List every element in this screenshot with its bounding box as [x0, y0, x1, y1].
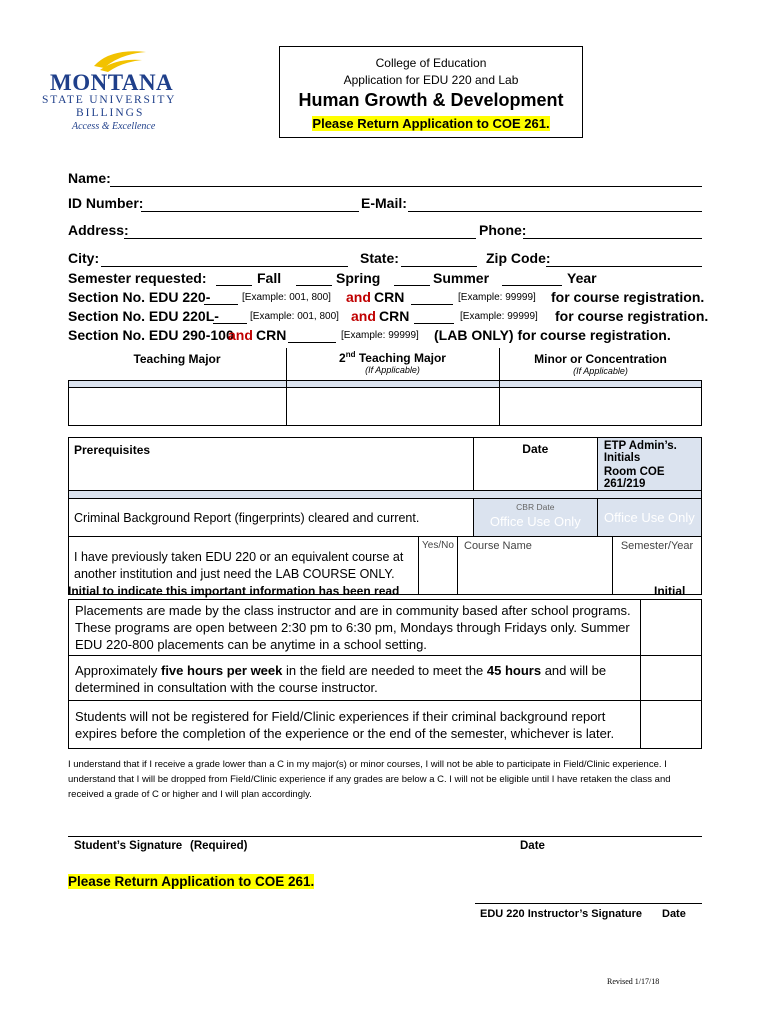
return-note-bottom: Please Return Application to COE 261.	[68, 874, 315, 889]
semester-label: Semester requested:	[68, 270, 207, 286]
header-line1: College of Education	[375, 56, 487, 70]
and-label: and	[346, 289, 371, 305]
section-290-label: Section No. EDU 290-100	[68, 327, 234, 343]
crn-220L-example: [Example: 99999]	[460, 311, 538, 322]
placement-info-cell: Placements are made by the class instructor and are in community based after school programs. These programs are open between 2:30 pm to 6:30 pm, Mondays through Fridays only. Summer EDU 220-800 placements can be anytime in a school setting.	[69, 600, 641, 656]
address-input[interactable]	[124, 238, 476, 239]
year-label: Year	[567, 270, 597, 286]
previously-cell: I have previously taken EDU 220 or an equivalent course at another institution and just need the LAB COURSE ONLY.	[69, 537, 419, 595]
agreement-text: I understand that if I receive a grade lower than a C in my major(s) or minor courses, I will not be able to participate in Field/Clinic experience. I understand that I will be dropped from Field/Clinic experience if any grades are below a C. I will not be eligible until I have retaken the class and received a grade of C or higher and I will plan accordingly.	[68, 759, 671, 800]
section-290-row	[68, 327, 708, 343]
majors-table	[68, 348, 702, 426]
minor-header: Minor or Concentration (If Applicable)	[499, 348, 702, 380]
instructor-date-label: Date	[662, 908, 686, 920]
cbr-date-cell[interactable]: CBR Date Office Use Only	[473, 499, 597, 537]
section-220L-label: Section No. EDU 220L-	[68, 308, 219, 324]
crn-label: CRN	[256, 327, 287, 343]
return-note: Please Return Application to COE 261.	[312, 116, 550, 131]
initials-table	[68, 599, 702, 749]
logo-name: MONTANA	[50, 70, 174, 95]
shade-cell	[286, 380, 499, 387]
name-row	[68, 170, 702, 186]
email-input[interactable]	[408, 211, 702, 212]
initial-input-2[interactable]	[641, 656, 702, 701]
initial-input-3[interactable]	[641, 701, 702, 749]
shade-row	[69, 491, 702, 499]
initials-header: Initial to indicate this important information has been read	[68, 584, 400, 598]
student-date-label: Date	[520, 840, 545, 852]
initial-header: Initial	[654, 584, 686, 598]
city-label: City:	[68, 250, 100, 266]
etp-header: ETP Admin’s. Initials Room COE 261/219	[597, 438, 701, 491]
criminal-cell: Criminal Background Report (fingerprints) cleared and current.	[69, 499, 474, 537]
logo-sub1: STATE UNIVERSITY	[42, 94, 177, 106]
state-input[interactable]	[401, 266, 477, 267]
section-220L-row	[68, 308, 708, 324]
and-label: and	[228, 327, 253, 343]
name-label: Name:	[68, 170, 111, 186]
spring-label: Spring	[336, 270, 381, 286]
for-reg-label: for course registration.	[551, 289, 705, 305]
hours-info-cell: Approximately five hours per week in the field are needed to meet the 45 hours and will be determined in consultation with the course instructor.	[69, 656, 641, 701]
section-220-input[interactable]	[204, 304, 238, 305]
crn-220-example: [Example: 99999]	[458, 292, 536, 303]
crn-290-input[interactable]	[288, 342, 336, 343]
id-number-label: ID Number:	[68, 195, 144, 211]
initial-input-1[interactable]	[641, 600, 702, 656]
semester-row	[68, 270, 702, 286]
for-reg-label: for course registration.	[555, 308, 709, 324]
crn-label: CRN	[379, 308, 410, 324]
instructor-signature-label: EDU 220 Instructor’s Signature	[480, 908, 642, 920]
logo-tagline: Access & Excellence	[72, 121, 156, 132]
required-label: (Required)	[190, 840, 248, 852]
crn-220-input[interactable]	[411, 304, 453, 305]
id-number-input[interactable]	[141, 211, 359, 212]
crn-label: CRN	[374, 289, 405, 305]
msub-logo	[40, 46, 190, 131]
summer-input[interactable]	[394, 285, 430, 286]
semester-year-cell[interactable]: Semester/Year	[613, 537, 702, 595]
fall-label: Fall	[257, 270, 282, 286]
header-line2: Application for EDU 220 and Lab	[343, 73, 519, 87]
crn-220L-input[interactable]	[414, 323, 454, 324]
shade-cell	[499, 380, 702, 387]
section-220-row	[68, 289, 708, 305]
instructor-signature-line[interactable]	[475, 903, 702, 904]
zip-input[interactable]	[546, 266, 702, 267]
student-signature-label: Student’s Signature	[74, 840, 183, 852]
fall-input[interactable]	[216, 285, 252, 286]
page-title: Human Growth & Development	[298, 90, 564, 110]
prereq-header: Prerequisites	[69, 438, 474, 491]
address-phone-row	[68, 222, 702, 238]
address-label: Address:	[68, 222, 129, 238]
shade-cell	[69, 380, 287, 387]
zip-label: Zip Code:	[486, 250, 551, 266]
crn-290-example: [Example: 99999]	[341, 330, 419, 341]
background-info-cell: Students will not be registered for Field/Clinic experiences if their criminal background report expires before the completion of the experience or the end of the semester, whichever is later.	[69, 701, 641, 749]
date-header: Date	[473, 438, 597, 491]
course-name-cell[interactable]: Course Name	[458, 537, 613, 595]
section-220L-input[interactable]	[213, 323, 247, 324]
section-220-example: [Example: 001, 800]	[242, 292, 331, 303]
yes-no-cell[interactable]: Yes/No	[419, 537, 458, 595]
state-label: State:	[360, 250, 399, 266]
second-major-header: 2nd Teaching Major (If Applicable)	[286, 348, 499, 380]
city-input[interactable]	[101, 266, 348, 267]
name-input[interactable]	[110, 186, 702, 187]
spring-input[interactable]	[296, 285, 332, 286]
city-row	[68, 250, 702, 266]
teaching-major-header: Teaching Major	[69, 348, 287, 380]
email-label: E-Mail:	[361, 195, 407, 211]
id-email-row	[68, 195, 702, 211]
teaching-major-input[interactable]	[69, 387, 287, 425]
summer-label: Summer	[433, 270, 490, 286]
logo-swoosh-icon	[90, 46, 150, 72]
phone-input[interactable]	[523, 238, 702, 239]
header-box	[279, 46, 583, 138]
second-major-input[interactable]	[286, 387, 499, 425]
prereq-table	[68, 437, 702, 595]
and-label: and	[351, 308, 376, 324]
phone-label: Phone:	[479, 222, 527, 238]
minor-input[interactable]	[499, 387, 702, 425]
section-220L-example: [Example: 001, 800]	[250, 311, 339, 322]
student-signature-line[interactable]	[68, 836, 702, 837]
lab-only-label: (LAB ONLY) for course registration.	[434, 327, 671, 343]
revised-date: Revised 1/17/18	[607, 977, 660, 986]
year-input[interactable]	[502, 285, 562, 286]
office-use-cell: Office Use Only	[597, 499, 701, 537]
section-220-label: Section No. EDU 220-	[68, 289, 211, 305]
logo-sub2: BILLINGS	[76, 107, 145, 119]
